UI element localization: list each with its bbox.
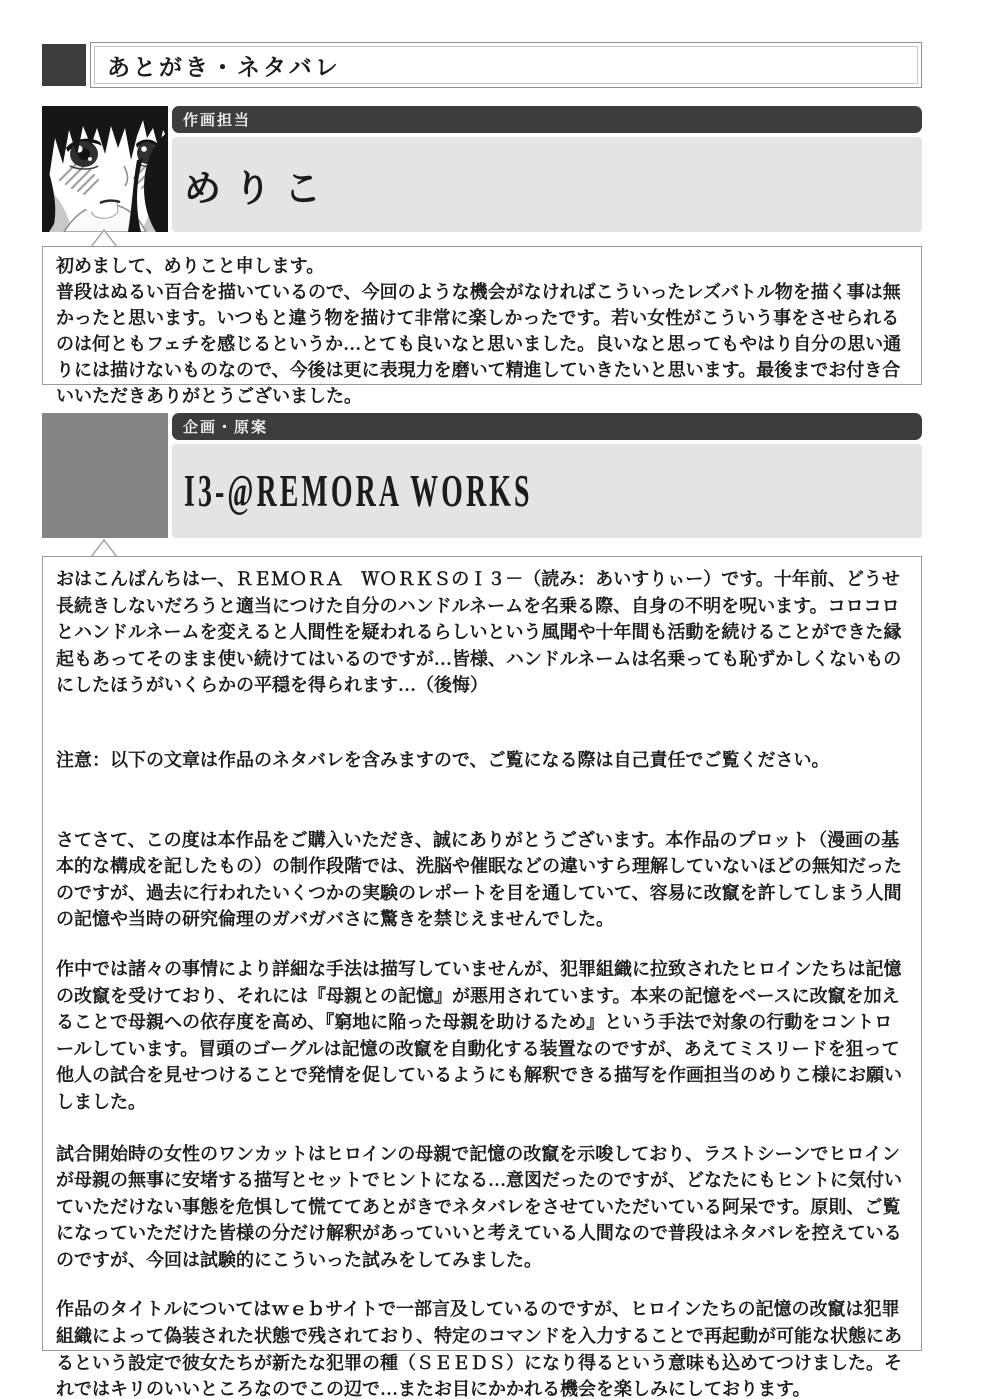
- artist-paragraph: 初めまして、めりこと申します。: [56, 256, 325, 276]
- girl-portrait-icon: [42, 106, 168, 232]
- planner-paragraph: さてさて、この度は本作品をご購入いただき、誠にありがとうございます。本作品のプロット（漫画の基本的な構成を記したもの）の制作段階では、洗脳や催眠などの違いすら理解していないほどの無知だったのですが、過去に行われたいくつかの実験のレポートを目を通していて、容易に改竄を許してしまう人間の記憶や当時の研究倫理のガバガバさに驚きを禁じえませんでした。: [56, 829, 902, 930]
- planner-paragraph: 作中では諸々の事情により詳細な手法は描写していませんが、犯罪組織に拉致されたヒロインたちは記憶の改竄を受けており、それには『母親との記憶』が悪用されています。本来の記憶をベースに改竄を加えることで母親への依存度を高め、『窮地に陥った母親を助けるため』という手法で対象の行動をコントロールしています。冒頭のゴーグルは記憶の改竄を自動化する装置なのですが、あえてミスリードを狙って他人の試合を見せつけることで発情を促しているようにも解釈できる描写を作画担当のめりこ様にお願いしました。: [56, 958, 902, 1112]
- planner-paragraph: おはこんばんちはー、ＲＥＭＯＲＡ ＷＯＲＫＳのＩ３－（読み：あいすりぃー）です。十年前、どうせ長続きしないだろうと適当につけた自分のハンドルネームを名乗る際、自身の不明を呪います。コロコロとハンドルネームを変えると人間性を疑われるらしいという風聞や十年間も活動を続けることができた縁起もあってそのまま使い続けてはいるのですが…皆様、ハンドルネームは名乗っても恥ずかしくないものにしたほうがいくらかの平穏を得られます…（後悔）: [56, 569, 902, 696]
- page-title-box: [90, 42, 922, 88]
- artist-name-box: [172, 137, 922, 232]
- speech-tail-icon: [90, 539, 118, 557]
- artist-name: めりこ: [184, 168, 334, 210]
- planner-paragraph: 作品のタイトルについてはｗｅｂサイトで一部言及しているのですが、ヒロインたちの記憶の改竄は犯罪組織によって偽装された状態で残されており、特定のコマンドを入力することで再起動が可能な状態にあるという設定で彼女たちが新たな犯罪の種（ＳＥＥＤＳ）になり得るという意味も込めてつけました。それではキリのいいところなのでこの辺で…またお目にかかれる機会を楽しみにしております。: [56, 1299, 902, 1399]
- planner-paragraph: 試合開始時の女性のワンカットはヒロインの母親で記憶の改竄を示唆しており、ラストシーンでヒロインが母親の無事に安堵する描写とセットでヒントになる…意図だったのですが、どなたにもヒントに気付いていただけない事態を危惧して慌ててあとがきでネタバレをさせていただいている阿呆です。原則、ご覧になっていただけた皆様の分だけ解釈があっていいと考えている人間なので普段はネタバレを控えているのですが、今回は試験的にこういった試みをしてみました。: [56, 1143, 902, 1270]
- artist-paragraph: 普段はぬるい百合を描いているので、今回のような機会がなければこういったレズバトル物を描く事は無かったと思います。いつもと違う物を描けて非常に楽しかったです。若い女性がこういう事をさせられるのは何ともフェチを感じるというか…とても良いなと思いました。良いなと思ってもやはり自分の思い通りには描けないものなので、今後は更に表現力を磨いて精進していきたいと思います。最後までお付き合いいただきありがとうございました。: [56, 282, 902, 406]
- artist-comment-box: [42, 246, 922, 406]
- title-accent-square: [42, 44, 86, 86]
- planner-paragraph: 注意：以下の文章は作品のネタバレを含みますので、ご覧になる際は自己責任でご覧ください。: [56, 749, 830, 770]
- artist-avatar: [42, 106, 168, 232]
- page-title: あとがき・ネタバレ: [107, 54, 341, 80]
- speech-tail-icon: [90, 229, 118, 247]
- planner-name: I3-@REMORA WORKS: [184, 466, 533, 516]
- role-label-art-bar: [172, 106, 922, 133]
- planner-avatar-placeholder: [42, 413, 168, 538]
- role-label-plan-bar: [172, 413, 922, 440]
- planner-comment-box: [42, 556, 922, 1399]
- planner-name-box: [172, 444, 922, 538]
- role-label-plan: 企画・原案: [183, 420, 269, 436]
- role-label-art: 作画担当: [183, 113, 252, 129]
